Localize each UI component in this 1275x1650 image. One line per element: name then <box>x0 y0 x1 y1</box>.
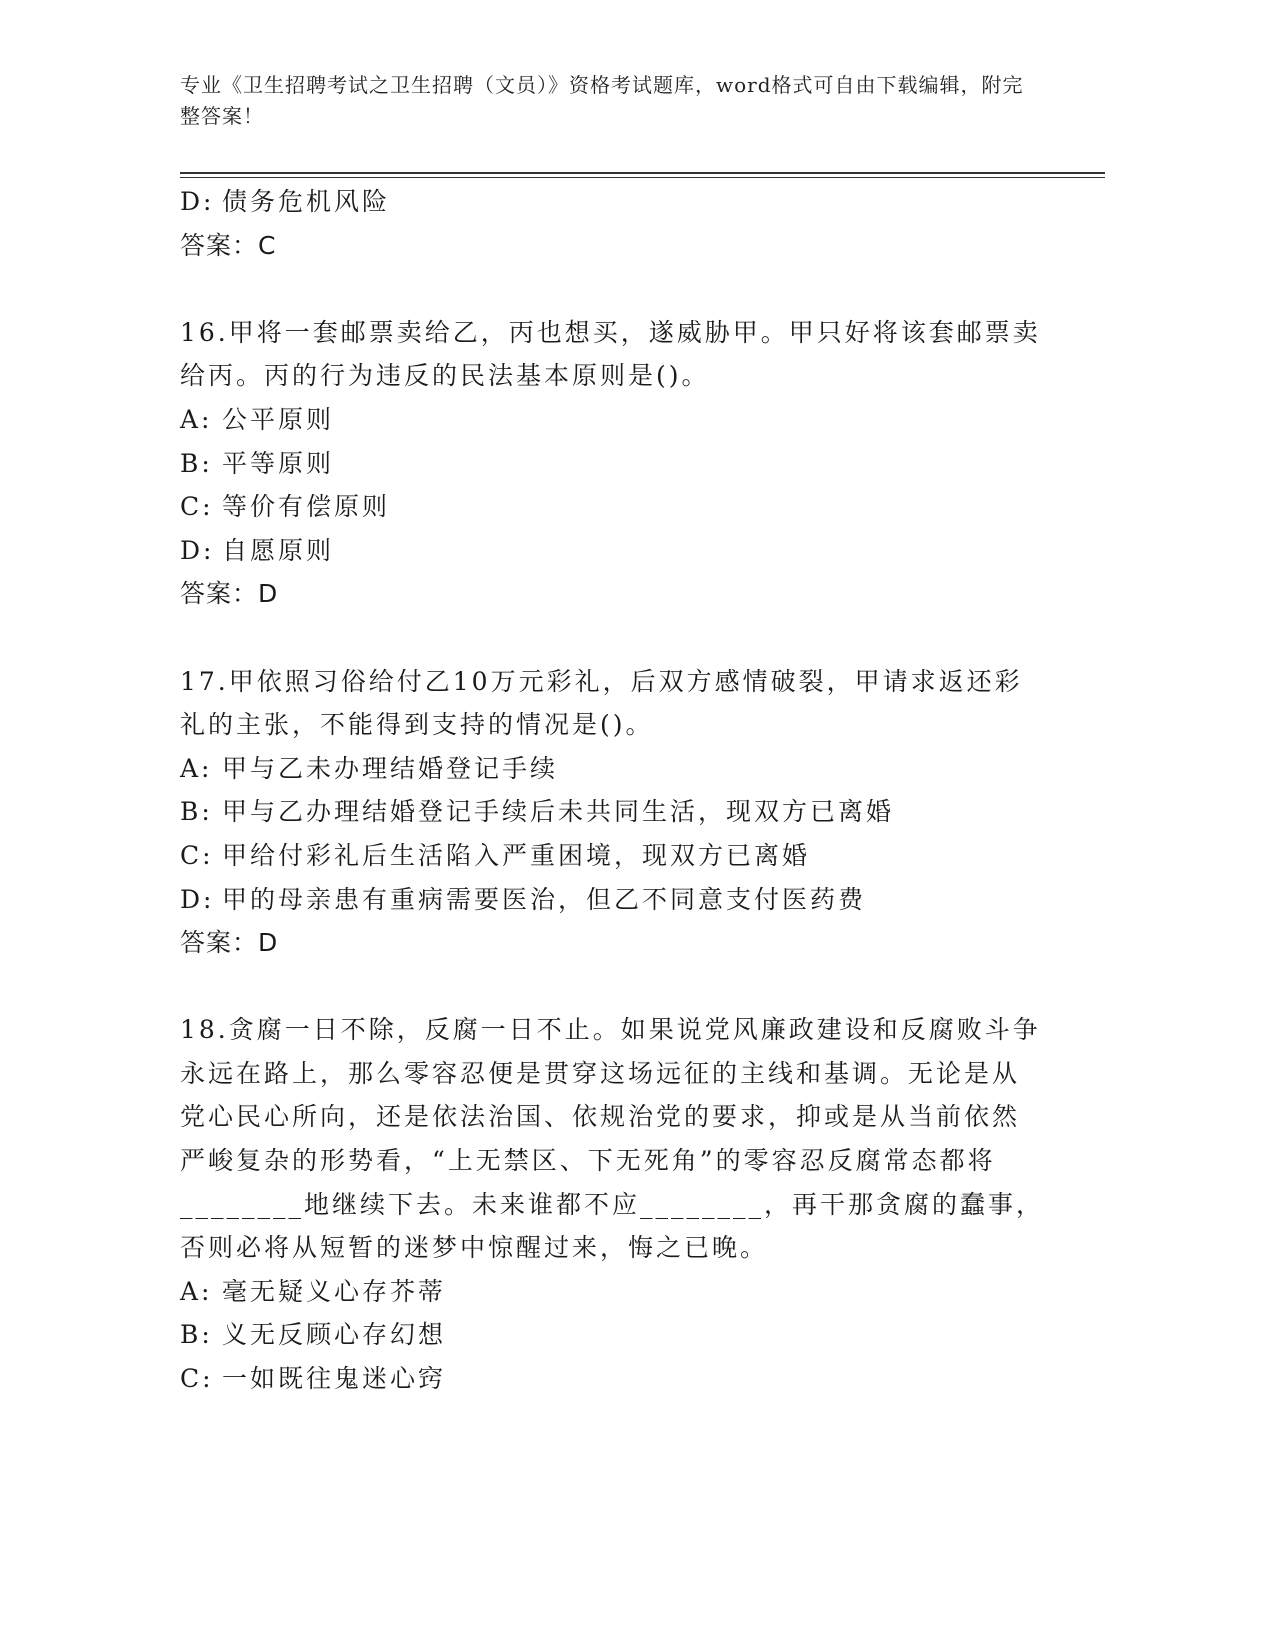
option-a <box>180 398 1105 442</box>
option-text: 等价有偿原则 <box>222 492 391 522</box>
document-header: 专业《卫生招聘考试之卫生招聘（文员）》资格考试题库，word格式可自由下载编辑，附完整答案！ <box>180 73 1024 128</box>
question-17-line-1: 17.甲依照习俗给付乙10万元彩礼，后双方感情破裂，甲请求返还彩 <box>180 666 1023 696</box>
answer: 答案：D <box>180 579 279 609</box>
option-text: 毫无疑义心存芥蒂 <box>222 1276 447 1306</box>
answer: 答案：C <box>180 230 277 260</box>
option-text: 甲的母亲患有重病需要医治，但乙不同意支付医药费 <box>222 884 867 914</box>
option-key: C: <box>180 492 214 522</box>
option-c <box>180 834 1105 878</box>
question-18-line-4: 严峻复杂的形势看，“上无禁区、下无死角”的零容忍反腐常态都将 <box>180 1146 996 1176</box>
answer: 答案：D <box>180 928 279 958</box>
option-d <box>180 529 1105 573</box>
question-18-line-6: 否则必将从短暂的迷梦中惊醒过来，悔之已晚。 <box>180 1233 769 1263</box>
question-18-line-2: 永远在路上，那么零容忍便是贯穿这场远征的主线和基调。无论是从 <box>180 1058 1021 1088</box>
option-text: 甲给付彩礼后生活陷入严重困境，现双方已离婚 <box>222 840 811 870</box>
option-b <box>180 790 1105 834</box>
option-c <box>180 1357 1105 1401</box>
option-d <box>180 180 1105 224</box>
option-text: 一如既往鬼迷心窍 <box>222 1364 447 1394</box>
option-text: 平等原则 <box>222 448 335 478</box>
option-key: B: <box>180 1320 213 1350</box>
option-c <box>180 485 1105 529</box>
option-b <box>180 442 1105 486</box>
option-text: 公平原则 <box>222 404 335 434</box>
option-key: D: <box>180 187 215 216</box>
document-page <box>180 0 1105 1650</box>
question-16-line-1: 16.甲将一套邮票卖给乙，丙也想买，遂威胁甲。甲只好将该套邮票卖 <box>180 317 1041 347</box>
option-key: D: <box>180 884 215 914</box>
option-key: A: <box>180 404 213 434</box>
option-key: B: <box>180 797 213 827</box>
question-18-line-1: 18.贪腐一日不除，反腐一日不止。如果说党风廉政建设和反腐败斗争 <box>180 1015 1041 1045</box>
question-18-line-3: 党心民心所向，还是依法治国、依规治党的要求，抑或是从当前依然 <box>180 1102 1021 1132</box>
option-text: 自愿原则 <box>222 535 335 565</box>
option-key: C: <box>180 1364 214 1394</box>
question-17-line-2: 礼的主张，不能得到支持的情况是()。 <box>180 710 654 740</box>
option-a <box>180 747 1105 791</box>
question-content <box>180 180 1105 1401</box>
question-16-line-2: 给丙。丙的行为违反的民法基本原则是()。 <box>180 361 710 391</box>
header-divider <box>180 172 1105 178</box>
option-key: C: <box>180 840 214 870</box>
option-text: 甲与乙未办理结婚登记手续 <box>222 753 559 783</box>
option-text: 债务危机风险 <box>222 187 391 216</box>
option-b <box>180 1313 1105 1357</box>
option-key: B: <box>180 448 213 478</box>
option-text: 义无反顾心存幻想 <box>222 1320 447 1350</box>
option-key: A: <box>180 753 213 783</box>
option-key: D: <box>180 535 215 565</box>
option-text: 甲与乙办理结婚登记手续后未共同生活，现双方已离婚 <box>222 797 895 827</box>
question-18-line-5: ________地继续下去。未来谁都不应________，再干那贪腐的蠢事， <box>180 1189 1045 1219</box>
option-a <box>180 1270 1105 1314</box>
option-key: A: <box>180 1276 213 1306</box>
option-d <box>180 878 1105 922</box>
